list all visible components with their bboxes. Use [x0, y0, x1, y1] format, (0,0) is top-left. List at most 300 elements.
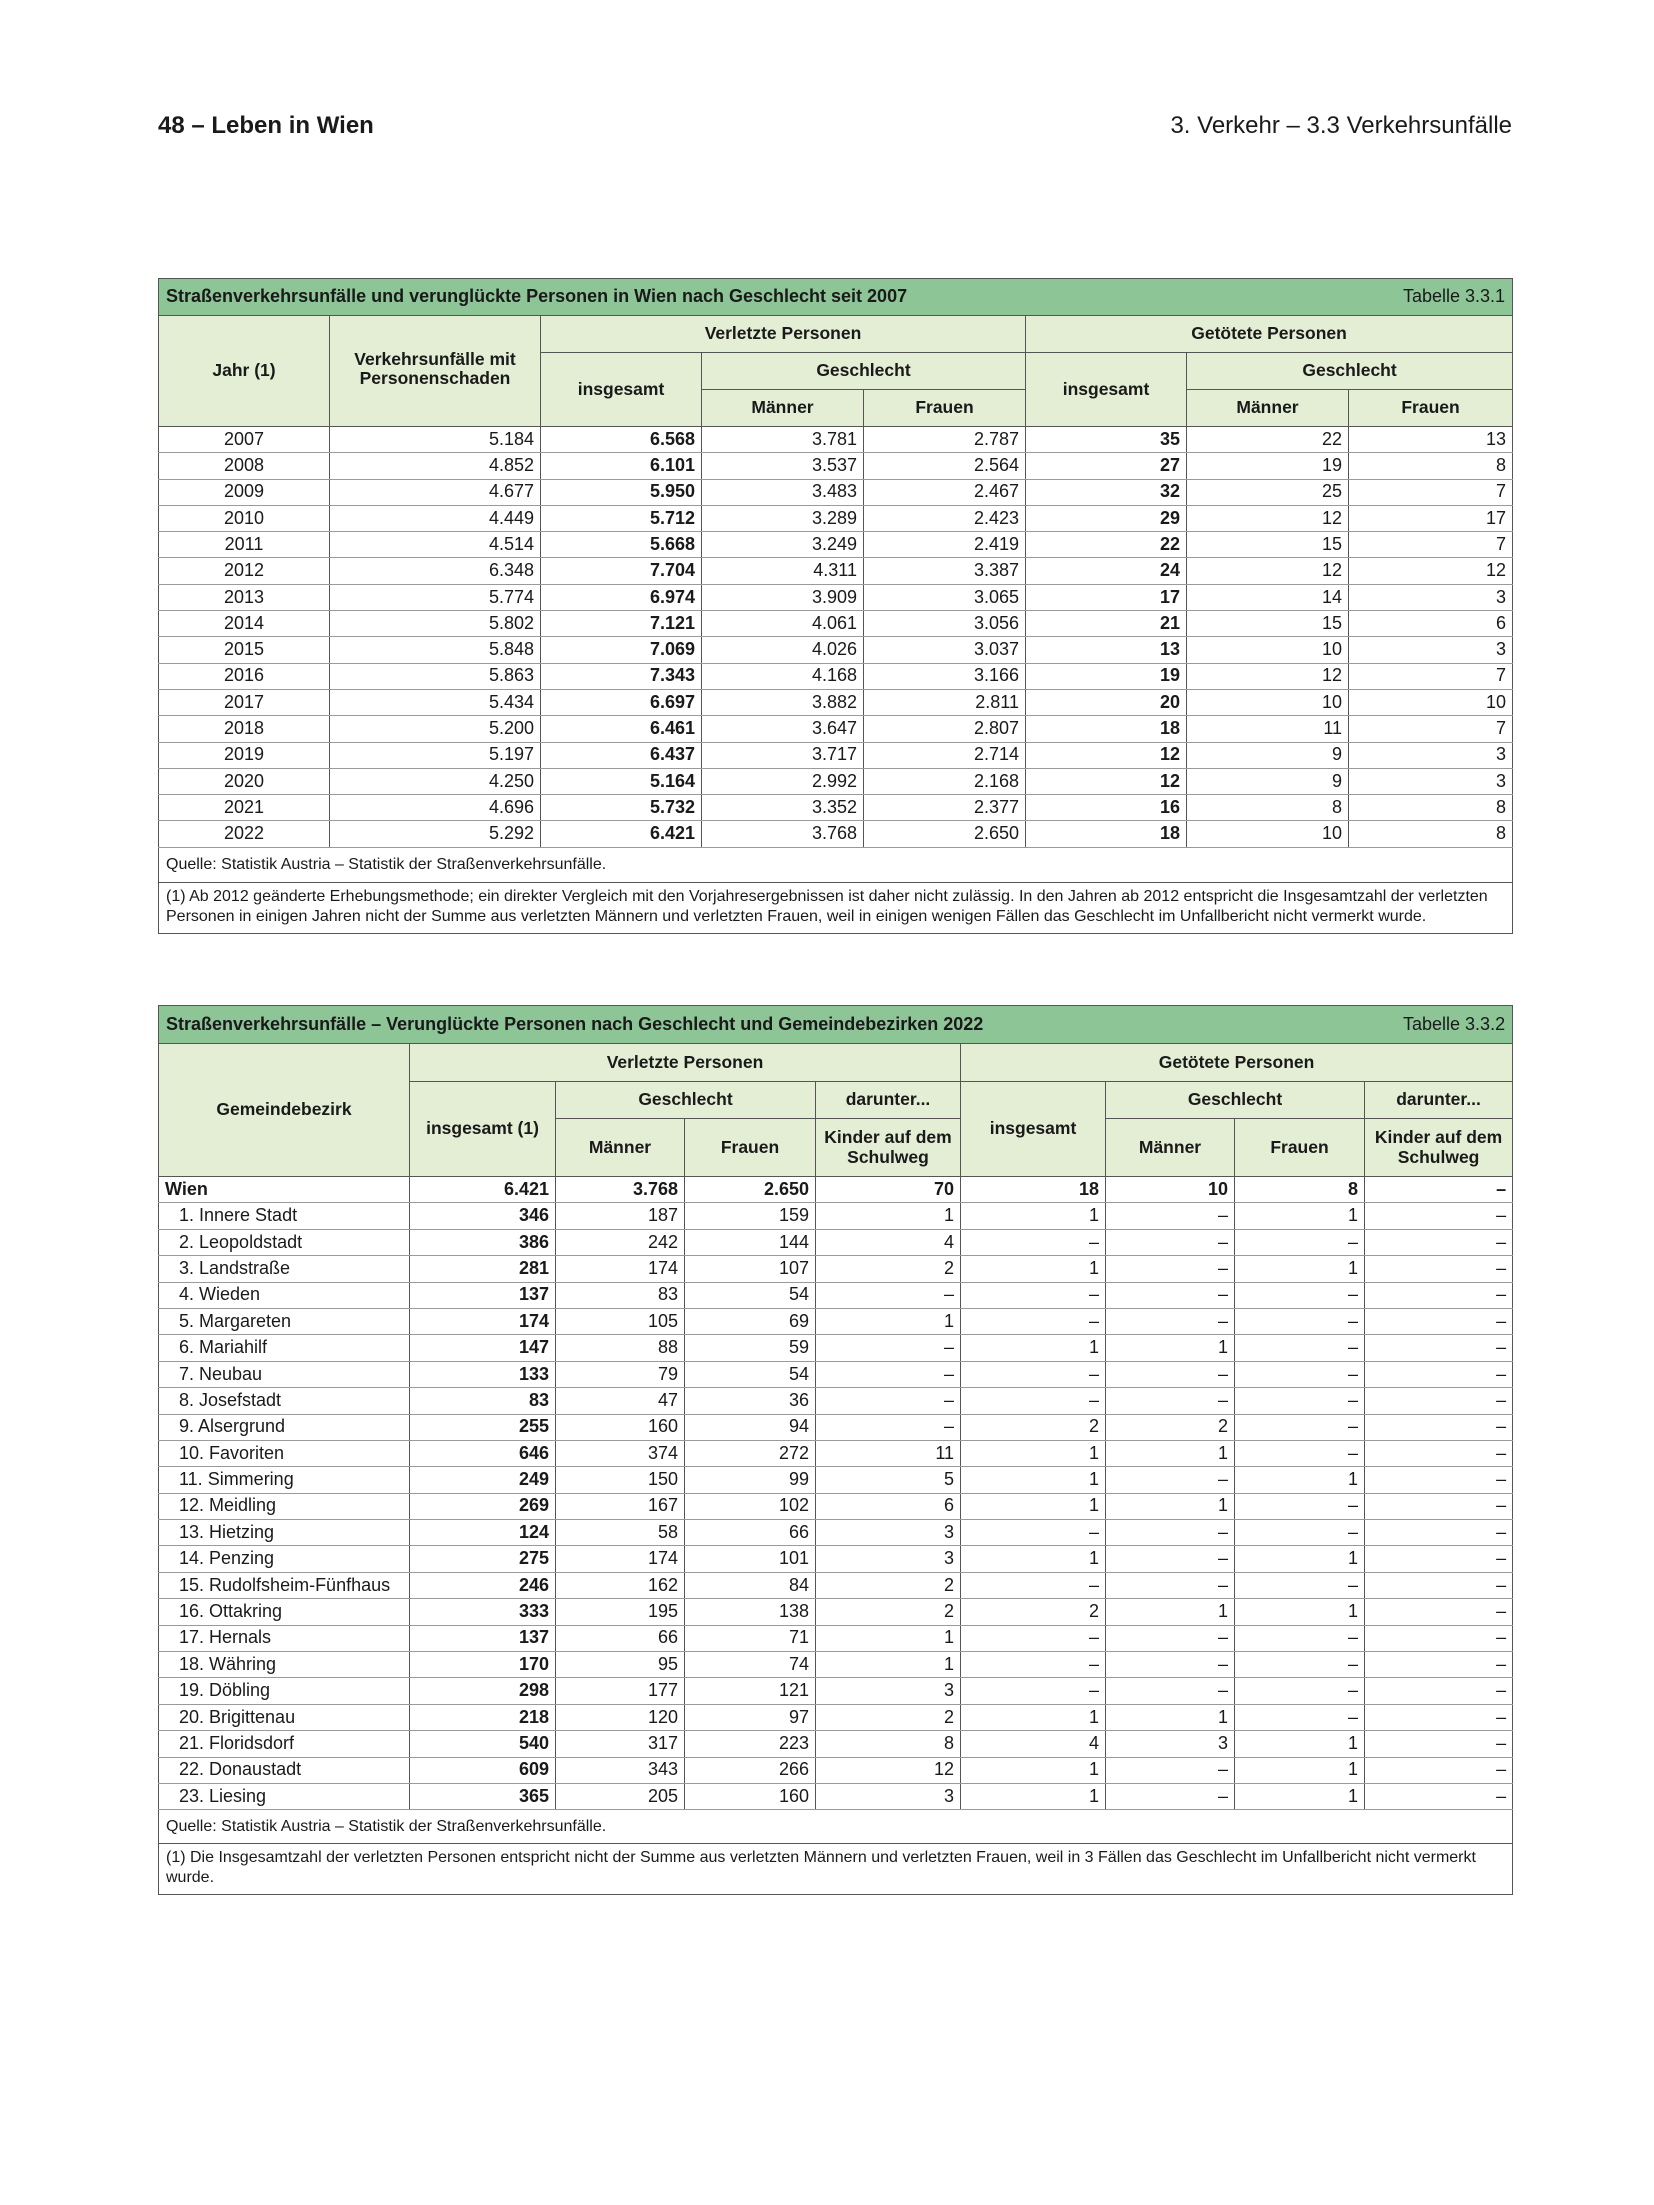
- table-cell: 1: [1235, 1203, 1365, 1229]
- table-cell: 18: [961, 1177, 1106, 1203]
- table-cell: –: [1235, 1229, 1365, 1255]
- table-row: [159, 1731, 1513, 1757]
- table-cell: 137: [410, 1625, 556, 1651]
- col-header-getoetete-frauen: Frauen: [1349, 390, 1513, 427]
- col-header-jahr: Jahr (1): [159, 316, 330, 427]
- table-cell: –: [961, 1520, 1106, 1546]
- table-cell: 174: [556, 1256, 685, 1282]
- table-cell: 5.712: [541, 505, 702, 531]
- table-cell: –: [1365, 1177, 1513, 1203]
- col-header-verletzte-insgesamt: insgesamt (1): [410, 1082, 556, 1177]
- table-cell: 1: [961, 1335, 1106, 1361]
- table-cell: 17. Hernals: [159, 1625, 410, 1651]
- table-cell: 3.717: [702, 742, 864, 768]
- table-row: [159, 689, 1513, 715]
- table-cell: 13. Hietzing: [159, 1520, 410, 1546]
- table-cell: 3. Landstraße: [159, 1256, 410, 1282]
- table-title: Straßenverkehrsunfälle und verunglückte Personen in Wien nach Geschlecht seit 2007: [166, 286, 908, 307]
- table-cell: –: [1365, 1414, 1513, 1440]
- table-cell: 4.677: [330, 479, 541, 505]
- table-cell: 162: [556, 1572, 685, 1598]
- col-header-verletzte-frauen: Frauen: [685, 1119, 816, 1177]
- table-cell: 23. Liesing: [159, 1783, 410, 1809]
- table-row: [159, 1256, 1513, 1282]
- table-cell: 5.848: [330, 637, 541, 663]
- col-header-verletzte-frauen: Frauen: [864, 390, 1026, 427]
- table-cell: 101: [685, 1546, 816, 1572]
- table-cell: 3.387: [864, 558, 1026, 584]
- table-cell: 3.483: [702, 479, 864, 505]
- table-cell: 6.421: [410, 1177, 556, 1203]
- table-cell: 19. Döbling: [159, 1678, 410, 1704]
- table-cell: 3.289: [702, 505, 864, 531]
- table-cell: 3: [816, 1678, 961, 1704]
- table-cell: 7.121: [541, 611, 702, 637]
- table-cell: 2.564: [864, 453, 1026, 479]
- table-source: Quelle: Statistik Austria – Statistik der Straßenverkehrsunfälle.: [159, 847, 1513, 882]
- table-cell: 18: [1026, 821, 1187, 847]
- table-cell: 15: [1187, 532, 1349, 558]
- table-row: [159, 1361, 1513, 1387]
- table-cell: 10: [1187, 637, 1349, 663]
- table-title: Straßenverkehrsunfälle – Verunglückte Personen nach Geschlecht und Gemeindebezirken 2022: [166, 1013, 984, 1034]
- table-cell: 1: [1106, 1704, 1235, 1730]
- table-cell: –: [1106, 1256, 1235, 1282]
- table-cell: –: [1235, 1678, 1365, 1704]
- table-cell: 1: [961, 1203, 1106, 1229]
- table-row: [159, 716, 1513, 742]
- table-cell: 333: [410, 1599, 556, 1625]
- table-cell: 205: [556, 1783, 685, 1809]
- table-row: [159, 1440, 1513, 1466]
- table-cell: 2009: [159, 479, 330, 505]
- table-cell: –: [1106, 1546, 1235, 1572]
- table-title-bar: [159, 279, 1513, 316]
- table-row: [159, 1652, 1513, 1678]
- table-cell: 346: [410, 1203, 556, 1229]
- table-cell: 2.650: [864, 821, 1026, 847]
- table-cell: 195: [556, 1599, 685, 1625]
- col-header-getoetete: Getötete Personen: [961, 1044, 1513, 1082]
- col-header-getoetete-maenner: Männer: [1106, 1119, 1235, 1177]
- table-cell: 12. Meidling: [159, 1493, 410, 1519]
- col-header-verletzte-maenner: Männer: [556, 1119, 685, 1177]
- table-row: [159, 611, 1513, 637]
- table-cell: 32: [1026, 479, 1187, 505]
- col-header-unfaelle: Verkehrsunfälle mit Personenschaden: [330, 316, 541, 427]
- table-cell: 10: [1187, 821, 1349, 847]
- table-cell: 1: [961, 1757, 1106, 1783]
- table-cell: 12: [816, 1757, 961, 1783]
- table-cell: 170: [410, 1652, 556, 1678]
- table-row-total: [159, 1177, 1513, 1203]
- table-cell: 2.807: [864, 716, 1026, 742]
- table-cell: 4.250: [330, 768, 541, 794]
- table-row: [159, 479, 1513, 505]
- table-cell: 6.461: [541, 716, 702, 742]
- table-cell: –: [1106, 1625, 1235, 1651]
- table-cell: 7.343: [541, 663, 702, 689]
- table-3-3-2: [158, 1005, 1513, 1895]
- table-row: [159, 427, 1513, 453]
- table-cell: 1: [961, 1783, 1106, 1809]
- table-cell: –: [961, 1652, 1106, 1678]
- table-cell: 12: [1349, 558, 1513, 584]
- table-cell: 58: [556, 1520, 685, 1546]
- col-header-getoetete-maenner: Männer: [1187, 390, 1349, 427]
- table-cell: 646: [410, 1440, 556, 1466]
- table-cell: 2020: [159, 768, 330, 794]
- col-header-verletzte-kinder: Kinder auf dem Schulweg: [816, 1119, 961, 1177]
- table-row: [159, 1493, 1513, 1519]
- table-cell: 3.781: [702, 427, 864, 453]
- table-cell: 11. Simmering: [159, 1467, 410, 1493]
- table-row: [159, 768, 1513, 794]
- table-cell: –: [1365, 1731, 1513, 1757]
- table-cell: 1: [961, 1704, 1106, 1730]
- table-row: [159, 584, 1513, 610]
- table-cell: –: [1365, 1308, 1513, 1334]
- table-cell: 144: [685, 1229, 816, 1255]
- table-cell: 3.768: [556, 1177, 685, 1203]
- table-cell: 15: [1187, 611, 1349, 637]
- col-header-verletzte-geschlecht: Geschlecht: [702, 353, 1026, 390]
- table-cell: 4. Wieden: [159, 1282, 410, 1308]
- table-cell: 3: [816, 1546, 961, 1572]
- table-row: [159, 453, 1513, 479]
- table-cell: –: [1365, 1625, 1513, 1651]
- table-cell: 20. Brigittenau: [159, 1704, 410, 1730]
- table-cell: 105: [556, 1308, 685, 1334]
- col-header-getoetete-darunter: darunter...: [1365, 1082, 1513, 1119]
- table-cell: –: [1365, 1652, 1513, 1678]
- table-cell: 1: [816, 1625, 961, 1651]
- table-cell: 174: [410, 1308, 556, 1334]
- table-cell: 5.802: [330, 611, 541, 637]
- table-cell: 2.467: [864, 479, 1026, 505]
- table-cell: 272: [685, 1440, 816, 1466]
- table-cell: 2: [961, 1414, 1106, 1440]
- table-cell: 1: [816, 1308, 961, 1334]
- table-cell: 69: [685, 1308, 816, 1334]
- table-cell: 246: [410, 1572, 556, 1598]
- table-cell: 22: [1026, 532, 1187, 558]
- table-cell: –: [961, 1572, 1106, 1598]
- table-cell: 7: [1349, 532, 1513, 558]
- table-cell: 317: [556, 1731, 685, 1757]
- table-row: [159, 1520, 1513, 1546]
- table-cell: 138: [685, 1599, 816, 1625]
- table-cell: –: [1365, 1599, 1513, 1625]
- table-cell: 120: [556, 1704, 685, 1730]
- table-cell: –: [1235, 1388, 1365, 1414]
- col-header-getoetete-frauen: Frauen: [1235, 1119, 1365, 1177]
- table-source: Quelle: Statistik Austria – Statistik der Straßenverkehrsunfälle.: [159, 1810, 1513, 1844]
- table-cell: 2: [816, 1704, 961, 1730]
- table-cell: –: [1365, 1203, 1513, 1229]
- table-cell: 266: [685, 1757, 816, 1783]
- table-cell: 2: [961, 1599, 1106, 1625]
- table-cell: –: [961, 1229, 1106, 1255]
- table-cell: 386: [410, 1229, 556, 1255]
- table-cell: 374: [556, 1440, 685, 1466]
- table-cell: 1: [1106, 1493, 1235, 1519]
- table-cell: 2008: [159, 453, 330, 479]
- table-cell: 1: [1106, 1335, 1235, 1361]
- table-cell: 150: [556, 1467, 685, 1493]
- table-cell: 12: [1187, 663, 1349, 689]
- table-cell: 2015: [159, 637, 330, 663]
- table-cell: 2.377: [864, 795, 1026, 821]
- table-row: [159, 1282, 1513, 1308]
- table-cell: 66: [685, 1520, 816, 1546]
- table-cell: –: [1106, 1308, 1235, 1334]
- table-row: [159, 1678, 1513, 1704]
- table-cell: 12: [1187, 505, 1349, 531]
- table-row: [159, 637, 1513, 663]
- table-cell: 124: [410, 1520, 556, 1546]
- table-cell: 35: [1026, 427, 1187, 453]
- table-cell: 3.056: [864, 611, 1026, 637]
- table-cell: 83: [556, 1282, 685, 1308]
- table-cell: 177: [556, 1678, 685, 1704]
- table-cell: 167: [556, 1493, 685, 1519]
- table-row: [159, 1229, 1513, 1255]
- table-row: [159, 1308, 1513, 1334]
- table-cell: –: [1365, 1229, 1513, 1255]
- table-cell: 137: [410, 1282, 556, 1308]
- table-row: [159, 1414, 1513, 1440]
- table-cell: –: [1235, 1652, 1365, 1678]
- table-cell: 4.168: [702, 663, 864, 689]
- table-cell: 2017: [159, 689, 330, 715]
- table-number: Tabelle 3.3.2: [1403, 1013, 1506, 1034]
- table-cell: –: [961, 1282, 1106, 1308]
- table-cell: –: [1235, 1308, 1365, 1334]
- table-cell: 5.292: [330, 821, 541, 847]
- table-cell: 25: [1187, 479, 1349, 505]
- table-cell: 70: [816, 1177, 961, 1203]
- table-cell: 3: [816, 1520, 961, 1546]
- table-cell: 54: [685, 1361, 816, 1387]
- table-cell: 1: [1106, 1440, 1235, 1466]
- col-header-verletzte-insgesamt: insgesamt: [541, 353, 702, 427]
- table-cell: 2.650: [685, 1177, 816, 1203]
- table-row: [159, 821, 1513, 847]
- table-row: [159, 1572, 1513, 1598]
- table-cell: 5.164: [541, 768, 702, 794]
- table-cell: –: [1365, 1440, 1513, 1466]
- table-cell: 269: [410, 1493, 556, 1519]
- table-cell: 174: [556, 1546, 685, 1572]
- table-cell: 9: [1187, 768, 1349, 794]
- table-cell: 2.811: [864, 689, 1026, 715]
- table-cell: 8: [1349, 821, 1513, 847]
- table-cell: –: [1235, 1361, 1365, 1387]
- table-cell: –: [816, 1282, 961, 1308]
- table-cell: 17: [1026, 584, 1187, 610]
- table-cell: –: [1235, 1282, 1365, 1308]
- table-cell: 88: [556, 1335, 685, 1361]
- table-cell: –: [1365, 1282, 1513, 1308]
- table-cell: 36: [685, 1388, 816, 1414]
- table-cell: 20: [1026, 689, 1187, 715]
- table-body: [159, 1177, 1513, 1810]
- table-cell: 4.061: [702, 611, 864, 637]
- table-row: [159, 1783, 1513, 1809]
- table-cell: 7: [1349, 479, 1513, 505]
- table-cell: –: [1106, 1203, 1235, 1229]
- table-cell: 2007: [159, 427, 330, 453]
- table-cell: 2012: [159, 558, 330, 584]
- table-cell: 10. Favoriten: [159, 1440, 410, 1466]
- table-cell: –: [1365, 1572, 1513, 1598]
- table-cell: –: [1235, 1704, 1365, 1730]
- table-cell: 24: [1026, 558, 1187, 584]
- table-cell: 1: [1106, 1599, 1235, 1625]
- table-cell: –: [816, 1414, 961, 1440]
- table-cell: 3.065: [864, 584, 1026, 610]
- col-header-getoetete-geschlecht: Geschlecht: [1187, 353, 1513, 390]
- table-cell: 5.197: [330, 742, 541, 768]
- chapter-title: 3. Verkehr – 3.3 Verkehrsunfälle: [1170, 112, 1512, 139]
- table-cell: 365: [410, 1783, 556, 1809]
- table-cell: 5. Margareten: [159, 1308, 410, 1334]
- table-cell: 5: [816, 1467, 961, 1493]
- table-cell: 19: [1026, 663, 1187, 689]
- table-cell: 66: [556, 1625, 685, 1651]
- table-cell: 223: [685, 1731, 816, 1757]
- table-cell: 94: [685, 1414, 816, 1440]
- table-cell: 3: [1106, 1731, 1235, 1757]
- table-cell: –: [1106, 1783, 1235, 1809]
- table-cell: 3.352: [702, 795, 864, 821]
- col-header-getoetete-kinder: Kinder auf dem Schulweg: [1365, 1119, 1513, 1177]
- table-cell: 8: [1235, 1177, 1365, 1203]
- table-cell: 21: [1026, 611, 1187, 637]
- table-row: [159, 1467, 1513, 1493]
- table-cell: 121: [685, 1678, 816, 1704]
- table-row: [159, 1599, 1513, 1625]
- table-cell: 2. Leopoldstadt: [159, 1229, 410, 1255]
- table-cell: –: [1106, 1757, 1235, 1783]
- table-cell: –: [816, 1335, 961, 1361]
- table-cell: 15. Rudolfsheim-Fünfhaus: [159, 1572, 410, 1598]
- table-cell: –: [1365, 1520, 1513, 1546]
- table-cell: 99: [685, 1467, 816, 1493]
- table-cell: –: [1235, 1414, 1365, 1440]
- table-cell: 9: [1187, 742, 1349, 768]
- table-cell: –: [1106, 1282, 1235, 1308]
- table-cell: 6: [816, 1493, 961, 1519]
- table-cell: 3.882: [702, 689, 864, 715]
- table-cell: 47: [556, 1388, 685, 1414]
- table-cell: 218: [410, 1704, 556, 1730]
- page-number-title: 48 – Leben in Wien: [158, 112, 374, 139]
- table-row: [159, 1625, 1513, 1651]
- table-cell: 6.568: [541, 427, 702, 453]
- table-cell: 2014: [159, 611, 330, 637]
- table-cell: 79: [556, 1361, 685, 1387]
- table-body: [159, 427, 1513, 848]
- table-cell: 3: [816, 1783, 961, 1809]
- table-cell: 2: [816, 1256, 961, 1282]
- table-cell: –: [961, 1388, 1106, 1414]
- table-cell: 17: [1349, 505, 1513, 531]
- table-cell: –: [961, 1625, 1106, 1651]
- table-cell: 160: [556, 1414, 685, 1440]
- table-cell: 1: [1235, 1757, 1365, 1783]
- table-cell: –: [1365, 1546, 1513, 1572]
- col-header-verletzte-darunter: darunter...: [816, 1082, 961, 1119]
- table-cell: 8: [816, 1731, 961, 1757]
- table-cell: 5.668: [541, 532, 702, 558]
- table-cell: 6.101: [541, 453, 702, 479]
- table-cell: 12: [1026, 742, 1187, 768]
- table-cell: –: [961, 1678, 1106, 1704]
- table-cell: 14: [1187, 584, 1349, 610]
- table-cell: 5.950: [541, 479, 702, 505]
- col-header-verletzte: Verletzte Personen: [410, 1044, 961, 1082]
- table-cell: 3: [1349, 637, 1513, 663]
- table-cell: –: [816, 1361, 961, 1387]
- table-cell: 7. Neubau: [159, 1361, 410, 1387]
- table-cell: 2022: [159, 821, 330, 847]
- table-cell: –: [1235, 1335, 1365, 1361]
- table-cell: 2: [1106, 1414, 1235, 1440]
- table-cell: 9. Alsergrund: [159, 1414, 410, 1440]
- table-cell: –: [1365, 1678, 1513, 1704]
- table-cell: 133: [410, 1361, 556, 1387]
- table-cell: 298: [410, 1678, 556, 1704]
- table-cell: 3.537: [702, 453, 864, 479]
- table-cell: 2.787: [864, 427, 1026, 453]
- table-cell: 6.437: [541, 742, 702, 768]
- table-cell: –: [1365, 1757, 1513, 1783]
- table-cell: 1: [1235, 1467, 1365, 1493]
- table-cell: 18. Währing: [159, 1652, 410, 1678]
- col-header-getoetete-geschlecht: Geschlecht: [1106, 1082, 1365, 1119]
- table-cell: 4.311: [702, 558, 864, 584]
- page-header: [158, 112, 1512, 152]
- table-cell: 4.514: [330, 532, 541, 558]
- table-cell: 5.200: [330, 716, 541, 742]
- table-cell: –: [1106, 1361, 1235, 1387]
- table-row: [159, 1203, 1513, 1229]
- table-cell: 5.774: [330, 584, 541, 610]
- table-cell: 74: [685, 1652, 816, 1678]
- table-3-3-1: [158, 278, 1513, 934]
- table-cell: 29: [1026, 505, 1187, 531]
- table-cell: 18: [1026, 716, 1187, 742]
- table-number: Tabelle 3.3.1: [1402, 286, 1506, 307]
- table-cell: 242: [556, 1229, 685, 1255]
- table-cell: 19: [1187, 453, 1349, 479]
- table-cell: 3: [1349, 768, 1513, 794]
- table-cell: 5.434: [330, 689, 541, 715]
- table-cell: 4: [816, 1229, 961, 1255]
- table-row: [159, 1757, 1513, 1783]
- table-cell: 6.697: [541, 689, 702, 715]
- table-cell: –: [1106, 1652, 1235, 1678]
- table-cell: 2.419: [864, 532, 1026, 558]
- table-cell: 13: [1026, 637, 1187, 663]
- table-cell: 2019: [159, 742, 330, 768]
- table-cell: 2.992: [702, 768, 864, 794]
- table-cell: –: [1106, 1678, 1235, 1704]
- table-cell: 83: [410, 1388, 556, 1414]
- table-cell: –: [1235, 1572, 1365, 1598]
